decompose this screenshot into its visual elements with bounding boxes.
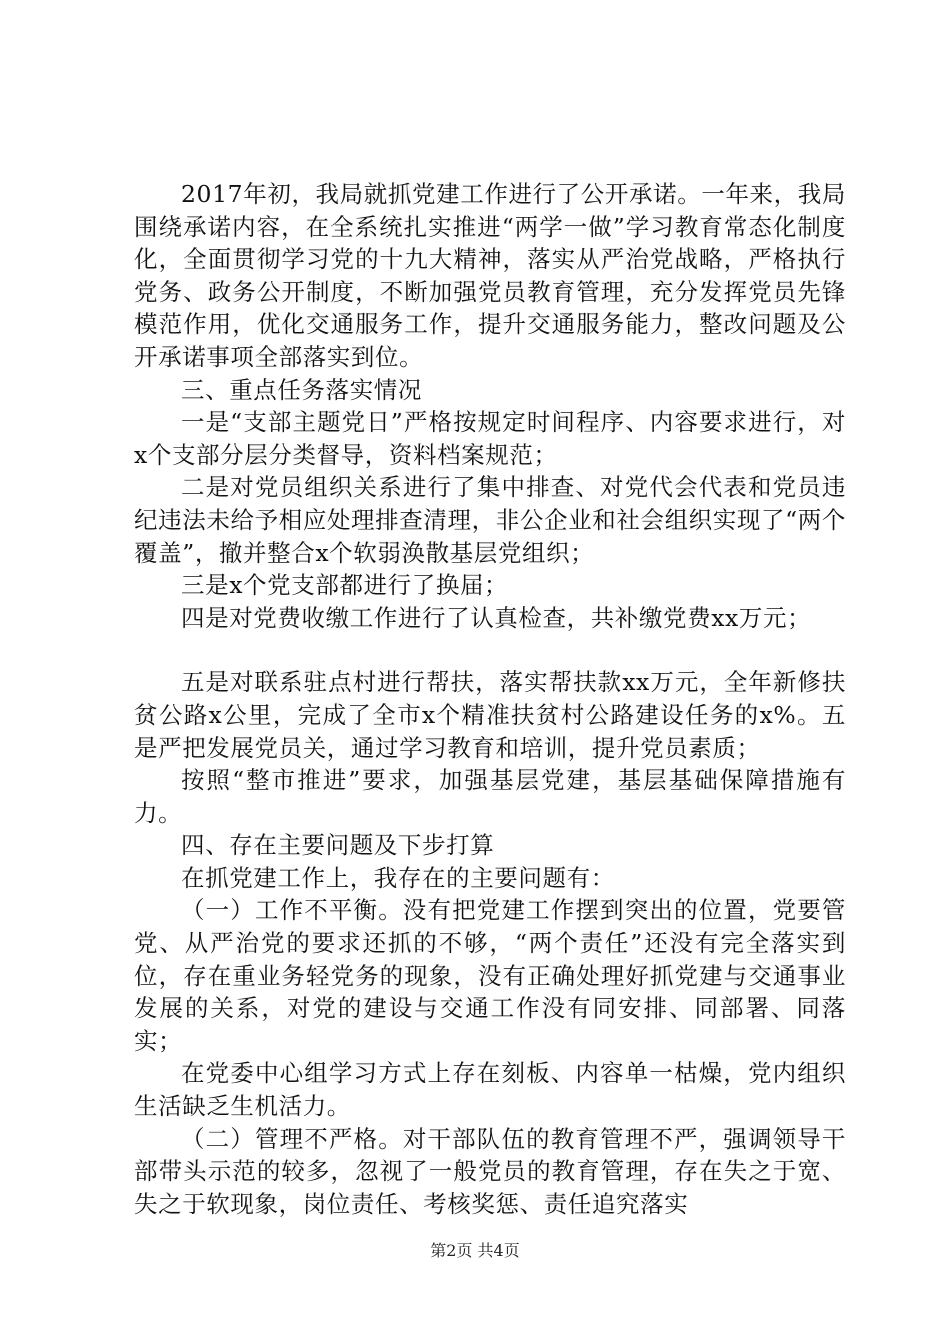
paragraph-task-1: 一是“支部主题党日”严格按规定时间程序、内容要求进行，对x个支部分层分类督导，资料档案规范；	[134, 408, 846, 469]
paragraph-task-3: 三是x个党支部都进行了换届；	[181, 571, 509, 600]
paragraph-task-5: 五是对联系驻点村进行帮扶，落实帮扶款xx万元，全年新修扶贫公路x公里，完成了全市x个精准扶贫村公路建设任务的x%。五是严把发展党员关，通过学习教育和培训，提升党员素质；	[134, 668, 846, 762]
paragraph-city-promotion: 按照“整市推进”要求，加强基层党建，基层基础保障措施有力。	[134, 766, 846, 827]
page-number-footer: 第2页 共4页	[430, 1241, 520, 1260]
paragraph-task-4: 四是对党费收缴工作进行了认真检查，共补缴党费xx万元；	[181, 603, 812, 632]
paragraph-problem-1: （一）工作不平衡。没有把党建工作摆到突出的位置，党要管党、从严治党的要求还抓的不够，“两个责任”还没有完全落实到位，存在重业务轻党务的现象，没有正确处理好抓党建与交通事业发展的关系，对党的建设与交通工作没有同安排、同部署、同落实；	[134, 896, 846, 1055]
section-heading-problems: 四、存在主要问题及下步打算	[181, 831, 495, 860]
paragraph-gap	[134, 634, 846, 666]
paragraph-problem-2: （二）管理不严格。对干部队伍的教育管理不严，强调领导干部带头示范的较多，忽视了一般党员的教育管理，存在失之于宽、失之于软现象，岗位责任、考核奖惩、责任追究落实	[134, 1124, 846, 1218]
paragraph-intro: 2017年初，我局就抓党建工作进行了公开承诺。一年来，我局围绕承诺内容，在全系统扎实推进“两学一做”学习教育常态化制度化，全面贯彻学习党的十九大精神，落实从严治党战略，严格执行党务、政务公开制度，不断加强党员教育管理，充分发挥党员先锋模范作用，优化交通服务工作，提升交通服务能力，整改问题及公开承诺事项全部落实到位。	[134, 180, 846, 371]
document-body	[134, 178, 846, 1220]
paragraph-task-2: 二是对党员组织关系进行了集中排查、对党代会代表和党员违纪违法未给予相应处理排查清理，非公企业和社会组织实现了“两个覆盖”，撤并整合x个软弱涣散基层党组织；	[134, 473, 846, 567]
paragraph-problems-intro: 在抓党建工作上，我存在的主要问题有：	[181, 863, 615, 892]
paragraph-study-method: 在党委中心组学习方式上存在刻板、内容单一枯燥，党内组织生活缺乏生机活力。	[134, 1059, 846, 1121]
section-heading-key-tasks: 三、重点任务落实情况	[181, 375, 422, 404]
